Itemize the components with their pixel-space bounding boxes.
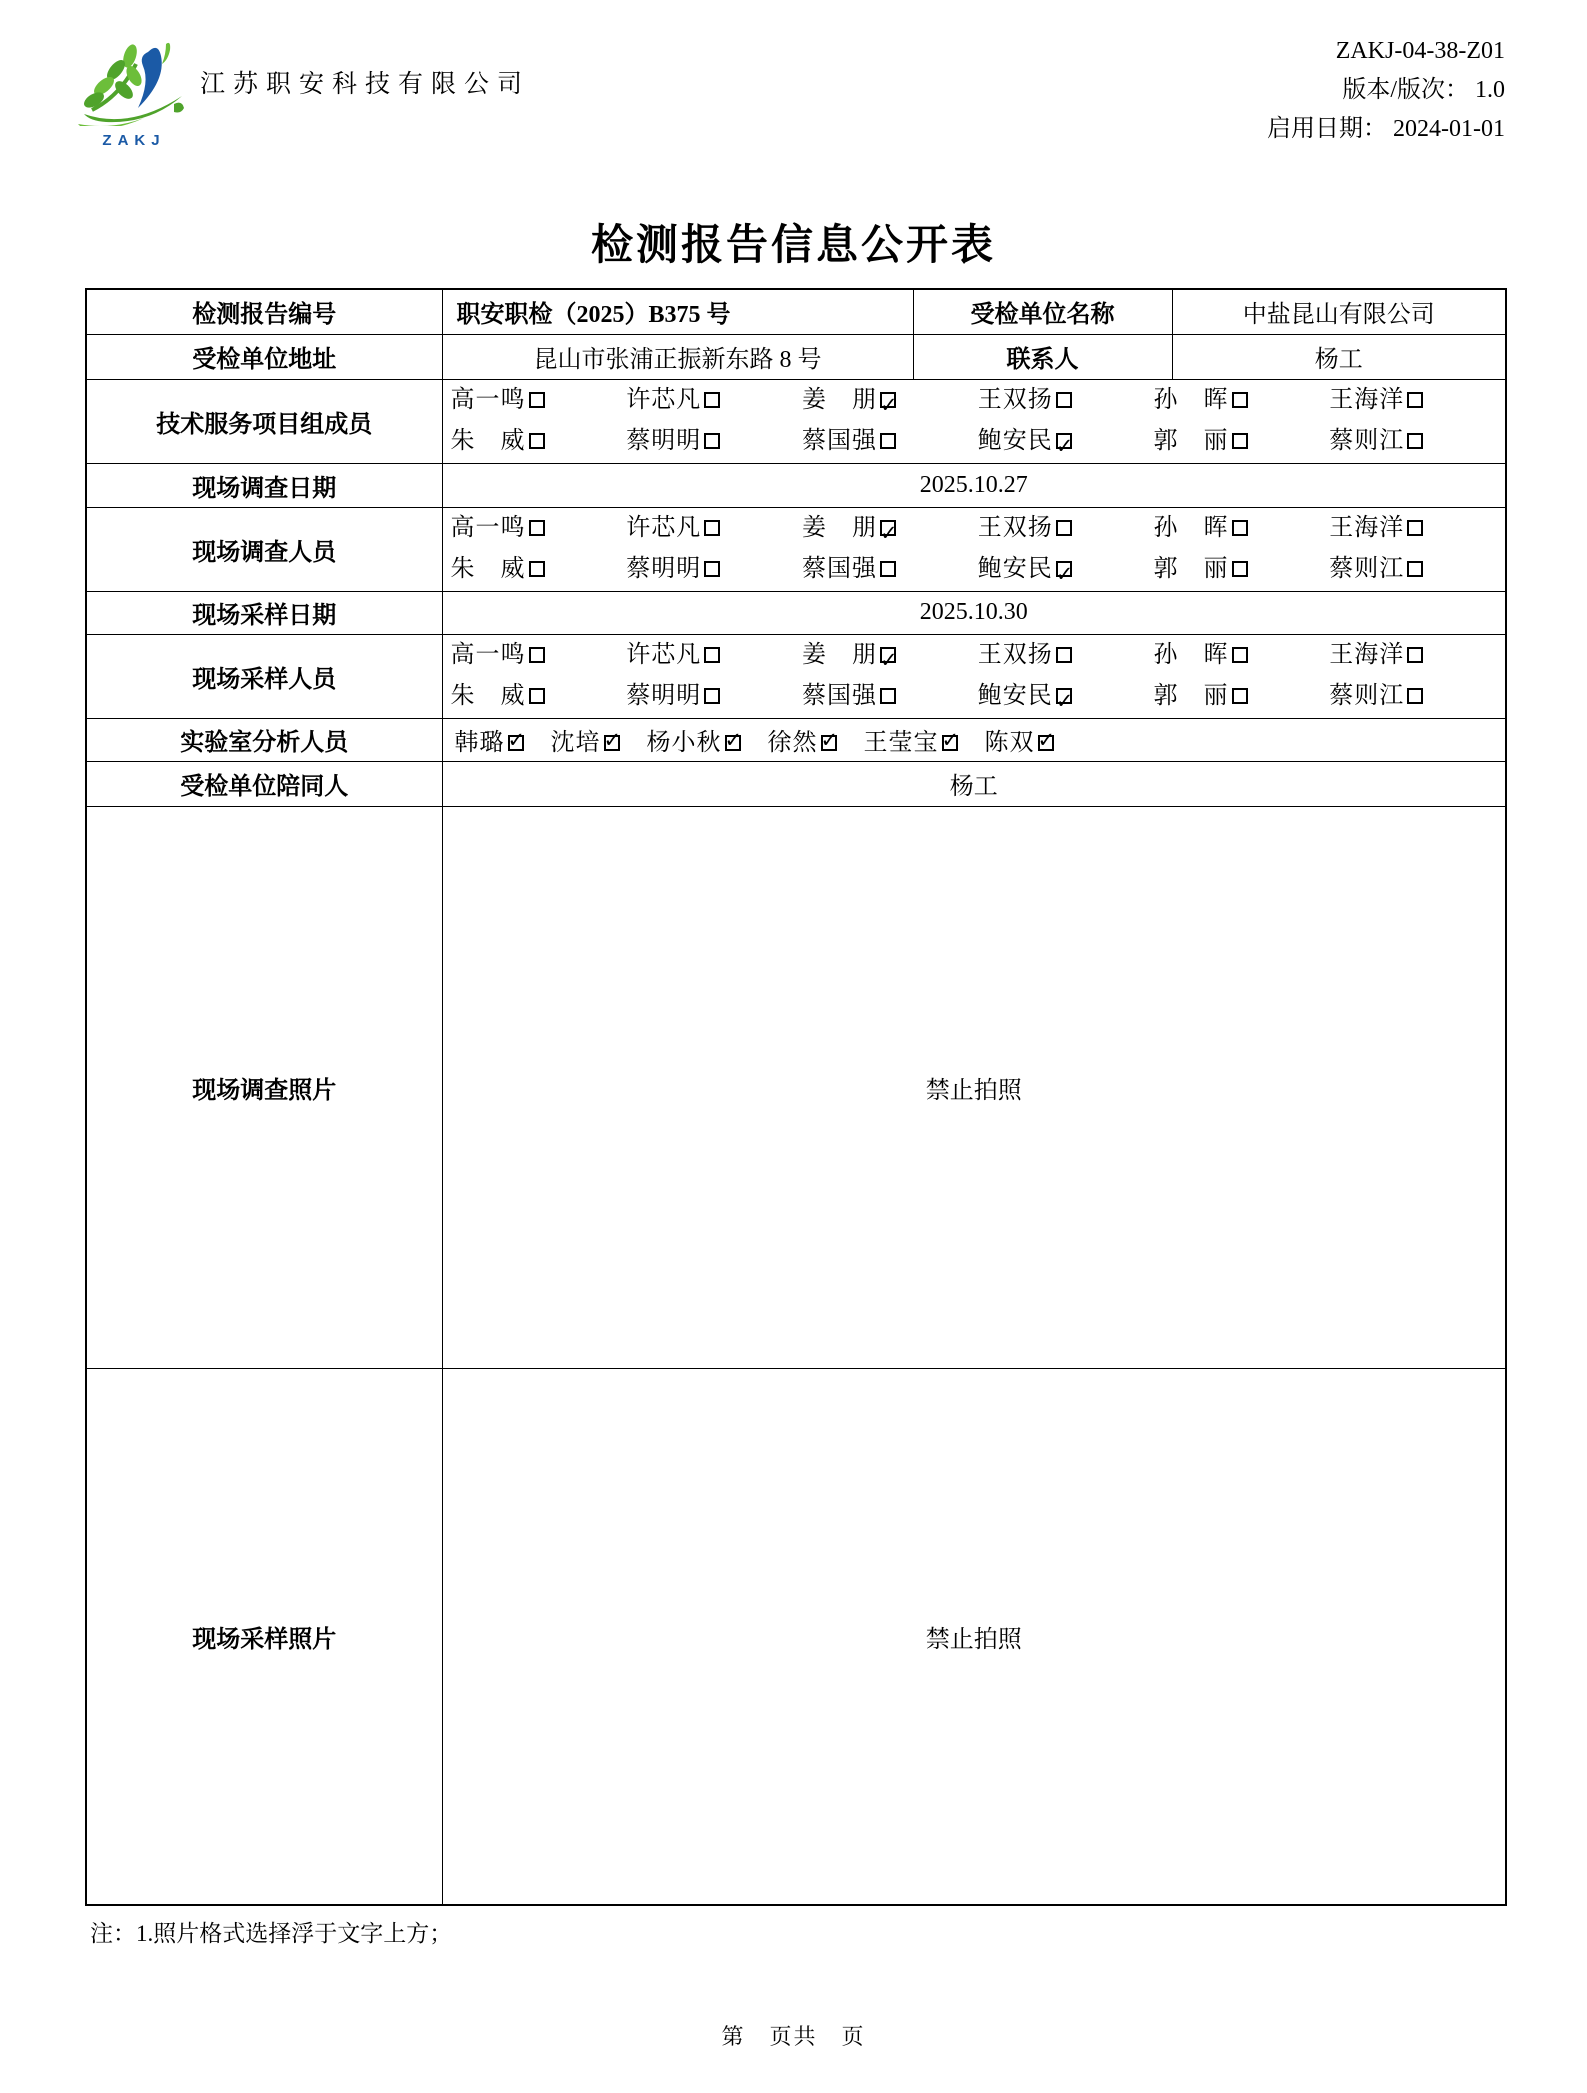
staff-member xyxy=(647,722,741,757)
staff-member xyxy=(1154,421,1330,462)
staff-member-name: 姜 朋 xyxy=(802,642,877,668)
checkbox-unchecked-icon[interactable] xyxy=(880,688,896,704)
survey-date-value: 2025.10.27 xyxy=(442,463,1506,507)
staff-member-name: 王双扬 xyxy=(977,642,1053,668)
checkbox-checked-icon[interactable] xyxy=(508,735,524,751)
table-row xyxy=(86,334,1506,379)
staff-member xyxy=(626,635,802,676)
staff-member xyxy=(978,676,1154,717)
checkbox-unchecked-icon[interactable] xyxy=(529,520,545,536)
checkbox-checked-icon[interactable] xyxy=(880,392,896,408)
survey-staff-cell xyxy=(442,507,1506,591)
staff-member-name: 徐然 xyxy=(767,730,818,756)
footnote: 注：1.照片格式选择浮于文字上方； xyxy=(90,1921,453,1946)
staff-member xyxy=(1329,549,1505,590)
survey-staff-label: 现场调查人员 xyxy=(86,507,442,591)
table-row xyxy=(86,634,1506,718)
staff-member-name: 许芯凡 xyxy=(626,515,702,541)
staff-member xyxy=(768,722,837,757)
checkbox-unchecked-icon[interactable] xyxy=(1232,561,1248,577)
staff-member xyxy=(1154,549,1330,590)
staff-member-name: 孙 晖 xyxy=(1153,642,1229,668)
checkbox-checked-icon[interactable] xyxy=(821,735,837,751)
staff-member-name: 郭 丽 xyxy=(1153,428,1229,454)
staff-member xyxy=(626,549,802,590)
checkbox-unchecked-icon[interactable] xyxy=(704,392,720,408)
staff-member-name: 王双扬 xyxy=(977,515,1053,541)
staff-member xyxy=(1154,380,1330,421)
page-footer: 第 页共 页 xyxy=(721,2024,866,2049)
checkbox-checked-icon[interactable] xyxy=(725,735,741,751)
survey-photo-area: 禁止拍照 xyxy=(442,806,1506,1368)
staff-member-name: 鲍安民 xyxy=(977,683,1053,709)
table-row xyxy=(86,463,1506,507)
staff-member xyxy=(451,508,627,549)
staff-member-name: 高一鸣 xyxy=(450,387,526,413)
report-no-value: 职安职检（2025）B375 号 xyxy=(442,289,913,334)
team-members-grid xyxy=(443,380,1506,462)
staff-member-name: 蔡明明 xyxy=(626,428,702,454)
table-row xyxy=(86,379,1506,463)
checkbox-unchecked-icon[interactable] xyxy=(1056,392,1072,408)
sampling-date-value: 2025.10.30 xyxy=(442,591,1506,634)
checkbox-checked-icon[interactable] xyxy=(942,735,958,751)
staff-member xyxy=(802,421,978,462)
staff-member xyxy=(978,635,1154,676)
staff-member xyxy=(455,722,524,757)
report-info-table xyxy=(85,288,1507,1906)
checkbox-unchecked-icon[interactable] xyxy=(1407,688,1423,704)
checkbox-unchecked-icon[interactable] xyxy=(704,433,720,449)
staff-member-name: 郭 丽 xyxy=(1153,556,1229,582)
checkbox-unchecked-icon[interactable] xyxy=(1407,561,1423,577)
staff-member xyxy=(626,676,802,717)
checkbox-unchecked-icon[interactable] xyxy=(1407,647,1423,663)
table-row xyxy=(86,591,1506,634)
staff-member-name: 姜 朋 xyxy=(802,387,877,413)
contact-label: 联系人 xyxy=(913,334,1172,379)
checkbox-unchecked-icon[interactable] xyxy=(704,520,720,536)
version-line: 版本/版次： 1.0 xyxy=(1342,77,1505,103)
survey-staff-grid xyxy=(443,508,1506,590)
table-row xyxy=(86,289,1506,334)
sampling-staff-cell xyxy=(442,634,1506,718)
staff-member-name: 蔡则江 xyxy=(1329,556,1405,582)
staff-member-name: 蔡则江 xyxy=(1329,428,1405,454)
staff-member xyxy=(1154,635,1330,676)
staff-member-name: 王双扬 xyxy=(977,387,1053,413)
sampling-date-label: 现场采样日期 xyxy=(86,591,442,634)
staff-member-name: 王海洋 xyxy=(1329,642,1405,668)
staff-member-name: 鲍安民 xyxy=(977,556,1053,582)
checkbox-checked-icon[interactable] xyxy=(880,520,896,536)
staff-member-name: 高一鸣 xyxy=(450,515,526,541)
staff-member xyxy=(802,508,978,549)
staff-member xyxy=(1329,421,1505,462)
staff-member xyxy=(551,722,620,757)
staff-member-name: 朱 威 xyxy=(450,428,526,454)
staff-member xyxy=(626,421,802,462)
staff-row xyxy=(451,676,1506,717)
table-row xyxy=(86,806,1506,1368)
team-members-cell xyxy=(442,379,1506,463)
staff-member xyxy=(802,549,978,590)
checkbox-unchecked-icon[interactable] xyxy=(529,688,545,704)
checkbox-unchecked-icon[interactable] xyxy=(704,561,720,577)
staff-member xyxy=(802,635,978,676)
checkbox-checked-icon[interactable] xyxy=(880,647,896,663)
checkbox-unchecked-icon[interactable] xyxy=(1407,520,1423,536)
staff-member xyxy=(1329,380,1505,421)
checkbox-checked-icon[interactable] xyxy=(1056,433,1072,449)
company-name: 江苏职安科技有限公司 xyxy=(200,71,531,98)
start-date-line: 启用日期： 2024-01-01 xyxy=(1267,116,1505,142)
checkbox-unchecked-icon[interactable] xyxy=(1232,433,1248,449)
staff-member-name: 朱 威 xyxy=(450,683,526,709)
checkbox-unchecked-icon[interactable] xyxy=(1232,688,1248,704)
staff-member xyxy=(802,380,978,421)
table-row xyxy=(86,507,1506,591)
staff-member xyxy=(864,722,958,757)
staff-member-name: 许芯凡 xyxy=(626,642,702,668)
checkbox-unchecked-icon[interactable] xyxy=(1232,647,1248,663)
staff-member xyxy=(451,421,627,462)
staff-member-name: 沈培 xyxy=(550,730,601,756)
team-label: 技术服务项目组成员 xyxy=(86,379,442,463)
staff-member xyxy=(451,549,627,590)
checkbox-unchecked-icon[interactable] xyxy=(1056,647,1072,663)
leaf-logo-icon xyxy=(78,38,190,126)
staff-member-name: 王海洋 xyxy=(1329,387,1405,413)
staff-member xyxy=(1154,508,1330,549)
escort-label: 受检单位陪同人 xyxy=(86,761,442,806)
staff-member-name: 孙 晖 xyxy=(1153,387,1229,413)
staff-member xyxy=(978,421,1154,462)
checkbox-unchecked-icon[interactable] xyxy=(704,647,720,663)
staff-member-name: 王海洋 xyxy=(1329,515,1405,541)
escort-value: 杨工 xyxy=(442,761,1506,806)
checkbox-unchecked-icon[interactable] xyxy=(1407,392,1423,408)
staff-member xyxy=(802,676,978,717)
checkbox-unchecked-icon[interactable] xyxy=(529,392,545,408)
staff-member-name: 许芯凡 xyxy=(626,387,702,413)
logo-wordmark: ZAKJ xyxy=(102,132,166,149)
staff-member xyxy=(451,380,627,421)
staff-member xyxy=(1154,676,1330,717)
checkbox-unchecked-icon[interactable] xyxy=(529,433,545,449)
checkbox-checked-icon[interactable] xyxy=(1038,735,1054,751)
lab-staff-list xyxy=(443,722,1506,757)
staff-member xyxy=(1329,676,1505,717)
staff-member xyxy=(1329,508,1505,549)
staff-member xyxy=(451,676,627,717)
table-row xyxy=(86,718,1506,761)
staff-member xyxy=(978,549,1154,590)
sampling-staff-grid xyxy=(443,635,1506,717)
staff-member-name: 蔡国强 xyxy=(802,683,877,709)
checkbox-unchecked-icon[interactable] xyxy=(529,561,545,577)
staff-row xyxy=(451,508,1506,549)
lab-staff-label: 实验室分析人员 xyxy=(86,718,442,761)
survey-photo-label: 现场调查照片 xyxy=(86,806,442,1368)
staff-member-name: 蔡则江 xyxy=(1329,683,1405,709)
staff-member-name: 蔡国强 xyxy=(802,428,877,454)
staff-member xyxy=(1329,635,1505,676)
checkbox-unchecked-icon[interactable] xyxy=(1407,433,1423,449)
checkbox-unchecked-icon[interactable] xyxy=(880,561,896,577)
table-row xyxy=(86,761,1506,806)
staff-member xyxy=(451,635,627,676)
staff-member-name: 朱 威 xyxy=(450,556,526,582)
contact-value: 杨工 xyxy=(1172,334,1506,379)
staff-row xyxy=(451,421,1506,462)
staff-member-name: 蔡明明 xyxy=(626,556,702,582)
staff-member-name: 蔡国强 xyxy=(802,556,877,582)
sampling-photo-label: 现场采样照片 xyxy=(86,1368,442,1905)
table-row xyxy=(86,1368,1506,1905)
checkbox-checked-icon[interactable] xyxy=(1056,561,1072,577)
checkbox-unchecked-icon[interactable] xyxy=(1056,520,1072,536)
staff-member-name: 杨小秋 xyxy=(646,730,722,756)
checkbox-unchecked-icon[interactable] xyxy=(529,647,545,663)
staff-member-name: 姜 朋 xyxy=(802,515,877,541)
staff-member-name: 郭 丽 xyxy=(1153,683,1229,709)
staff-member xyxy=(978,508,1154,549)
staff-row xyxy=(451,635,1506,676)
staff-member-name: 王莹宝 xyxy=(863,730,939,756)
checkbox-unchecked-icon[interactable] xyxy=(880,433,896,449)
staff-member-name: 蔡明明 xyxy=(626,683,702,709)
document-code: ZAKJ-04-38-Z01 xyxy=(1335,38,1505,64)
staff-member xyxy=(626,380,802,421)
unit-name-label: 受检单位名称 xyxy=(913,289,1172,334)
checkbox-unchecked-icon[interactable] xyxy=(1232,392,1248,408)
staff-member-name: 孙 晖 xyxy=(1153,515,1229,541)
staff-member xyxy=(978,380,1154,421)
staff-member-name: 陈双 xyxy=(984,730,1035,756)
unit-addr-value: 昆山市张浦正振新东路 8 号 xyxy=(442,334,913,379)
staff-member xyxy=(985,722,1054,757)
report-no-label: 检测报告编号 xyxy=(86,289,442,334)
staff-row xyxy=(451,549,1506,590)
staff-member-name: 鲍安民 xyxy=(977,428,1053,454)
checkbox-checked-icon[interactable] xyxy=(604,735,620,751)
survey-date-label: 现场调查日期 xyxy=(86,463,442,507)
sampling-staff-label: 现场采样人员 xyxy=(86,634,442,718)
staff-member xyxy=(626,508,802,549)
unit-name-value: 中盐昆山有限公司 xyxy=(1172,289,1506,334)
document-meta xyxy=(1267,32,1505,149)
staff-member-name: 韩璐 xyxy=(454,730,505,756)
sampling-photo-area: 禁止拍照 xyxy=(442,1368,1506,1905)
staff-row xyxy=(451,380,1506,421)
page-title: 检测报告信息公开表 xyxy=(590,223,996,269)
company-logo xyxy=(76,38,192,149)
checkbox-unchecked-icon[interactable] xyxy=(704,688,720,704)
staff-member-name: 高一鸣 xyxy=(450,642,526,668)
checkbox-checked-icon[interactable] xyxy=(1056,688,1072,704)
unit-addr-label: 受检单位地址 xyxy=(86,334,442,379)
lab-staff-cell xyxy=(442,718,1506,761)
checkbox-unchecked-icon[interactable] xyxy=(1232,520,1248,536)
